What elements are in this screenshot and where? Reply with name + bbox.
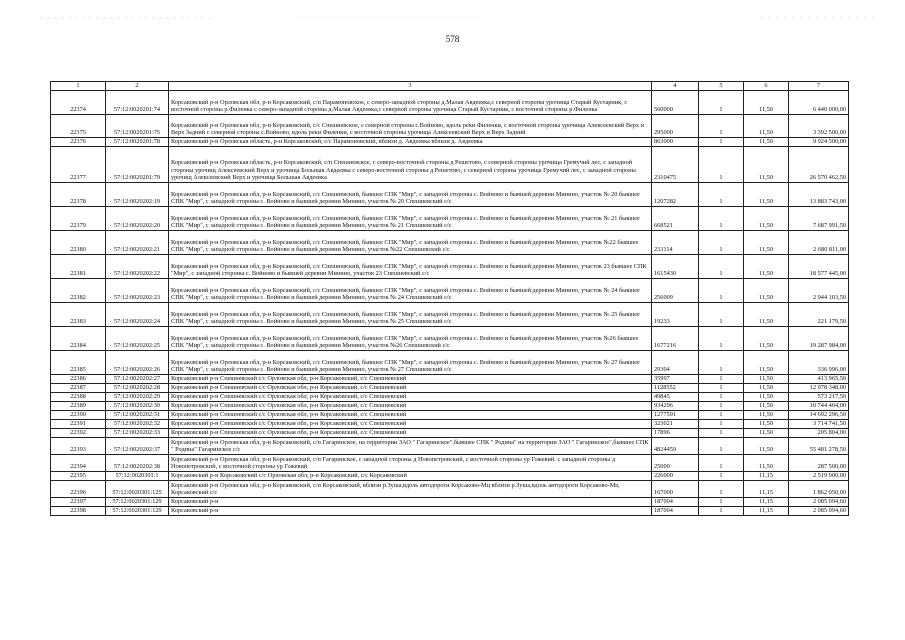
cadastral-value: 2 085 094,60 [789, 507, 849, 516]
plot-area: 1677216 [652, 327, 699, 351]
cadastral-number: 57:12:0020202:26 [106, 351, 169, 375]
row-number: 22394 [51, 455, 106, 472]
row-number: 22393 [51, 438, 106, 455]
plot-count: 1 [699, 420, 744, 429]
plot-count: 1 [699, 183, 744, 207]
plot-area: 49845 [652, 393, 699, 402]
table-row [51, 207, 849, 231]
cadastral-value: 1 862 050,00 [789, 481, 849, 498]
cadastral-value: 336 996,00 [789, 351, 849, 375]
table-row [51, 393, 849, 402]
row-number: 22398 [51, 507, 106, 516]
unit-rate: 11,50 [744, 255, 789, 279]
cadastral-number: 57:12:0020202:22 [106, 255, 169, 279]
row-number: 22377 [51, 147, 106, 183]
table-row [51, 498, 849, 507]
cadastral-value: 287 500,00 [789, 455, 849, 472]
column-header: 6 [744, 82, 789, 91]
cadastral-number: 57:12:0020202:19 [106, 183, 169, 207]
table-row [51, 481, 849, 498]
table-row [51, 183, 849, 207]
table-row [51, 255, 849, 279]
plot-area: 323021 [652, 420, 699, 429]
table-row [51, 384, 849, 393]
plot-location: Корсаковский р-н [169, 507, 652, 516]
row-number: 22392 [51, 429, 106, 438]
plot-location: Корсаковский р-н Орловская обл, р-н Корсаковский, с/с Спешневский, бывшее СПК "Мир", с западной стороны с. Войново и бывшей деревни Минино, участок № 24 бывшее СПК "Мир", с западной стороны с. Войново и бывшей деревни Минино, участок № 24 Спешневский с/с [169, 279, 652, 303]
unit-rate: 11,50 [744, 91, 789, 115]
cadastral-number: 57:12:0020202:33 [106, 429, 169, 438]
unit-rate: 11,50 [744, 207, 789, 231]
plot-area: 256009 [652, 279, 699, 303]
row-number: 22395 [51, 472, 106, 481]
plot-location: Корсаковский р-н [169, 498, 652, 507]
cadastral-value: 55 481 278,50 [789, 438, 849, 455]
plot-count: 1 [699, 279, 744, 303]
row-number: 22378 [51, 183, 106, 207]
table-row [51, 231, 849, 255]
plot-location: Корсаковский р-н Орловская обл, р-н Корсаковский, с/с Спешневский, бывшее СПК "Мир", с западной стороны с. Войново и бывшей деревни Минино, участок 23 бывшее СПК "Мир", с западной стороны с. Войново и бывшей деревни Минино, участок 23 Спешневский с/с [169, 255, 652, 279]
row-number: 22390 [51, 411, 106, 420]
unit-rate: 11,15 [744, 472, 789, 481]
table-row [51, 429, 849, 438]
plot-location: Корсаковский р-н Орловская обл, р-н Корсаковский, с/п Парамоновское, с северо-западной стороны д.Малая Авдеевка,с северной стороны урочища Старый Кустарник, с восточной стороны р.Филенка с северо-западной стороны д.Малая Авдеевка,с северной стороны урочища Старый Кустарник, с восточной стороны р.Филенка [169, 91, 652, 115]
plot-location: Корсаковский р-н Корсаковский с/с Орловская обл, р-н Корсаковский, с/с Корсаковский [169, 472, 652, 481]
plot-area: 187004 [652, 498, 699, 507]
plot-count: 1 [699, 507, 744, 516]
plot-count: 1 [699, 138, 744, 147]
table-row [51, 438, 849, 455]
column-header: 3 [169, 82, 652, 91]
row-number: 22396 [51, 481, 106, 498]
cadastral-value: 573 217,50 [789, 393, 849, 402]
unit-rate: 11,50 [744, 393, 789, 402]
column-header: 2 [106, 82, 169, 91]
unit-rate: 11,50 [744, 138, 789, 147]
cadastral-number: 57:12:0020202:25 [106, 327, 169, 351]
row-number: 22385 [51, 351, 106, 375]
table-row [51, 327, 849, 351]
cadastral-value: 14 692 296,50 [789, 411, 849, 420]
table-row [51, 472, 849, 481]
cadastral-number: 57:12:0020202:32 [106, 420, 169, 429]
plot-area: 233114 [652, 231, 699, 255]
cadastral-number: 57:12:0020201:74 [106, 91, 169, 115]
row-number: 22382 [51, 279, 106, 303]
cadastral-number: 57:12:0020301:129 [106, 507, 169, 516]
table-row [51, 279, 849, 303]
unit-rate: 11,50 [744, 402, 789, 411]
column-header: 4 [652, 82, 699, 91]
cadastral-number: 57:12:0020202:31 [106, 411, 169, 420]
row-number: 22380 [51, 231, 106, 255]
land-registry-table [50, 81, 849, 516]
plot-location: Корсаковский р-н Спешневский с/с Орловская обл, р-н Корсаковский, с/с Спешневский [169, 375, 652, 384]
cadastral-value: 7 687 991,50 [789, 207, 849, 231]
row-number: 22389 [51, 402, 106, 411]
plot-count: 1 [699, 351, 744, 375]
plot-location: Корсаковский р-н Орловская обл, р-н Корсаковский, с/с Спешневский, бывшее СПК "Мир", с западной стороны с. Войново и бывшей деревни Минино, участок № 21 бывшее СПК "Мир", с западной стороны с. Войново и бывшей деревни Минино, участок № 21 Спешневский с/с [169, 207, 652, 231]
plot-area: 4824459 [652, 438, 699, 455]
cadastral-value: 2 085 094,60 [789, 498, 849, 507]
plot-location: Корсаковский р-н Орловская область, р-н Корсаковский, с/п Спешневское, с северо-восточной стороны д Решетово, с северной стороны урочища Гремучий лес, с западной стороны урочищ Алексеевский Верх и урочища Большая Авдеевка с северо-восточной стороны д Решетово, с северной стороны урочища Гремучий лес, с западной стороны урочищ Алексеевский Верх и урочища Большая Авдеевка [169, 147, 652, 183]
cadastral-number: 57:12:0020202:27 [106, 375, 169, 384]
plot-location: Корсаковский р-н Орловская обл, р-н Корсаковский, с/с Спешневское, с северной стороны с.Войново, вдоль реки Филенки, с восточной стороны урочища Алексеевский Верх и Верх Задний с северной стороны с.Войново, вдоль реки Филенки, с восточной стороны урочища Алексеевский Верх и Верх Задний [169, 115, 652, 138]
plot-count: 1 [699, 207, 744, 231]
cadastral-number: 57:12:0020202:21 [106, 231, 169, 255]
cadastral-value: 2 519 900,00 [789, 472, 849, 481]
plot-count: 1 [699, 115, 744, 138]
cadastral-value: 6 440 000,00 [789, 91, 849, 115]
cadastral-number: 57:12:0020202:20 [106, 207, 169, 231]
cadastral-number: 57:12:0020202:28 [106, 384, 169, 393]
plot-area: 1277591 [652, 411, 699, 420]
cadastral-value: 10 744 404,00 [789, 402, 849, 411]
plot-location: Корсаковский р-н Спешневский с/с Орловская обл, р-н Корсаковский, с/с Спешневский [169, 393, 652, 402]
plot-area: 167000 [652, 481, 699, 498]
cadastral-number: 57:12:0020202:37 [106, 438, 169, 455]
plot-count: 1 [699, 147, 744, 183]
cadastral-value: 3 392 500,00 [789, 115, 849, 138]
unit-rate: 11,15 [744, 498, 789, 507]
plot-count: 1 [699, 327, 744, 351]
unit-rate: 11,15 [744, 481, 789, 498]
cadastral-number: 57:12:0020202:24 [106, 303, 169, 327]
column-header-row [51, 82, 849, 91]
plot-location: Корсаковский р-н Орловская обл, р-н Корсаковский, с/с Спешневский, бывшее СПК "Мир", с западной стороны с. Войново и бывшей деревни Минино, участок № 20 бывшее СПК "Мир", с западной стороны с. Войново и бывшей деревни Минино, участок № 20 Спешневский с/с [169, 183, 652, 207]
plot-area: 29304 [652, 351, 699, 375]
plot-count: 1 [699, 255, 744, 279]
row-number: 22391 [51, 420, 106, 429]
unit-rate: 11,50 [744, 351, 789, 375]
unit-rate: 11,50 [744, 183, 789, 207]
cadastral-value: 13 883 743,00 [789, 183, 849, 207]
plot-location: Корсаковский р-н Спешневский с/с Орловская обл, р-н Корсаковский, с/с Спешневский [169, 420, 652, 429]
plot-location: Корсаковский р-н Орловская обл, р-н Корсаковский, с/с Спешневский, бывшее СПК "Мир", с западной стороны с. Войново и бывшей деревни Минино, участок №26 бывшее СПК "Мир", с западной стороны с. Войново и бывшей деревни Минино, участок №26 Спешневский с/с [169, 327, 652, 351]
plot-location: Корсаковский р-н Спешневский с/с Орловская обл, р-н Корсаковский, с/с Спешневский [169, 429, 652, 438]
unit-rate: 11,50 [744, 429, 789, 438]
plot-area: 35997 [652, 375, 699, 384]
column-header: 7 [789, 82, 849, 91]
plot-count: 1 [699, 384, 744, 393]
unit-rate: 11,50 [744, 279, 789, 303]
plot-count: 1 [699, 411, 744, 420]
cadastral-value: 12 978 348,00 [789, 384, 849, 393]
cadastral-number: 57:12:0020202:23 [106, 279, 169, 303]
plot-count: 1 [699, 472, 744, 481]
plot-count: 1 [699, 481, 744, 498]
unit-rate: 11,50 [744, 115, 789, 138]
cadastral-value: 9 924 500,00 [789, 138, 849, 147]
page-number: 578 [445, 34, 460, 44]
unit-rate: 11,50 [744, 384, 789, 393]
plot-count: 1 [699, 375, 744, 384]
plot-count: 1 [699, 429, 744, 438]
plot-count: 1 [699, 303, 744, 327]
row-number: 22386 [51, 375, 106, 384]
plot-area: 187004 [652, 507, 699, 516]
plot-area: 1128552 [652, 384, 699, 393]
row-number: 22374 [51, 91, 106, 115]
plot-count: 1 [699, 393, 744, 402]
cadastral-value: 205 804,00 [789, 429, 849, 438]
column-header: 1 [51, 82, 106, 91]
table-row [51, 115, 849, 138]
plot-area: 560000 [652, 91, 699, 115]
table-row [51, 351, 849, 375]
row-number: 22375 [51, 115, 106, 138]
plot-area: 668521 [652, 207, 699, 231]
column-header: 5 [699, 82, 744, 91]
cadastral-value: 3 714 741,50 [789, 420, 849, 429]
cadastral-value: 18 577 445,00 [789, 255, 849, 279]
plot-area: 863000 [652, 138, 699, 147]
unit-rate: 11,50 [744, 147, 789, 183]
table-row [51, 420, 849, 429]
table-row [51, 455, 849, 472]
table-row [51, 91, 849, 115]
unit-rate: 11,50 [744, 303, 789, 327]
row-number: 22397 [51, 498, 106, 507]
row-number: 22383 [51, 303, 106, 327]
plot-area: 1615430 [652, 255, 699, 279]
unit-rate: 11,50 [744, 231, 789, 255]
plot-area: 17896 [652, 429, 699, 438]
plot-count: 1 [699, 91, 744, 115]
plot-count: 1 [699, 455, 744, 472]
cadastral-value: 26 570 462,50 [789, 147, 849, 183]
cadastral-number: 57:12:0020301:129 [106, 498, 169, 507]
plot-area: 226000 [652, 472, 699, 481]
plot-location: Корсаковский р-н Орловская обл, р-н Корсаковский, с/с Спешневский, бывшее СПК "Мир", с западной стороны с. Войново и бывшей деревни Минино, участок № 27 бывшее СПК "Мир", с западной стороны с. Войново и бывшей деревни Минино, участок № 27 Спешневский с/с [169, 351, 652, 375]
plot-area: 19233 [652, 303, 699, 327]
cadastral-value: 413 965,50 [789, 375, 849, 384]
unit-rate: 11,50 [744, 375, 789, 384]
row-number: 22376 [51, 138, 106, 147]
table-row [51, 402, 849, 411]
plot-location: Корсаковский р-н Орловская обл, р-н Корсаковский, с/с Спешневский, бывшее СПК "Мир", с западной стороны с. Войново и бывшей деревни Минино, участок №22 бывшее СПК "Мир", с западной стороны с. Войново и бывшей деревни Минино, участок №22 Спешневский с/с [169, 231, 652, 255]
table-row [51, 375, 849, 384]
plot-location: Корсаковский р-н Орловская область, р-н Корсаковский, с/с Парамоновский, вблизи д. Авдеевка вблизи д. Авдеевка [169, 138, 652, 147]
cadastral-number: 57:12:0020202:38 [106, 455, 169, 472]
unit-rate: 11,50 [744, 420, 789, 429]
plot-location: Корсаковский р-н Спешневский с/с Орловская обл, р-н Корсаковский, с/с Спешневский [169, 411, 652, 420]
table-row [51, 507, 849, 516]
row-number: 22381 [51, 255, 106, 279]
plot-location: Корсаковский р-н Орловская обл, р-н Корсаковский, с/п Гагаринское, с западной стороны д Новопетровский, с восточной стороны ур Гожевий. с западной стороны д Новопетровский, с восточной стороны ур Гожевий [169, 455, 652, 472]
cadastral-number: 57:12:0020201:75 [106, 115, 169, 138]
row-number: 22379 [51, 207, 106, 231]
unit-rate: 11,50 [744, 411, 789, 420]
cadastral-value: 2 680 811,00 [789, 231, 849, 255]
plot-area: 1207282 [652, 183, 699, 207]
cadastral-number: 57:12:0020301:125 [106, 481, 169, 498]
table-row [51, 147, 849, 183]
plot-count: 1 [699, 498, 744, 507]
table-row [51, 411, 849, 420]
plot-count: 1 [699, 438, 744, 455]
plot-count: 1 [699, 231, 744, 255]
unit-rate: 11,50 [744, 438, 789, 455]
cadastral-number: 57:12:0020301:1 [106, 472, 169, 481]
plot-location: Корсаковский р-н Спешневский с/с Орловская обл, р-н Корсаковский, с/с Спешневский [169, 402, 652, 411]
unit-rate: 11,50 [744, 327, 789, 351]
cadastral-value: 221 179,50 [789, 303, 849, 327]
plot-area: 934296 [652, 402, 699, 411]
plot-count: 1 [699, 402, 744, 411]
cadastral-number: 57:12:0020202:29 [106, 393, 169, 402]
cadastral-value: 2 944 103,50 [789, 279, 849, 303]
plot-location: Корсаковский р-н Орловская обл, р-н Корсаковский, с/с Спешневский, бывшее СПК "Мир", с западной стороны с. Войново и бывшей деревни Минино, участок № 25 бывшее СПК "Мир", с западной стороны с. Войново и бывшей деревни Минино, участок № 25 Спешневский с/с [169, 303, 652, 327]
row-number: 22387 [51, 384, 106, 393]
row-number: 22388 [51, 393, 106, 402]
row-number: 22384 [51, 327, 106, 351]
cadastral-number: 57:12:0020202:30 [106, 402, 169, 411]
plot-area: 25000 [652, 455, 699, 472]
plot-location: Корсаковский р-н Орловская обл, р-н Корсаковский, с/п Корсаковский, вблизи р.Зуша,вдоль автодороги Корсаково-Мц вблизи р.Зуша,вдоль автодороги Корсаково-Мц Корсаковский с/с [169, 481, 652, 498]
plot-location: Корсаковский р-н Спешневский с/с Орловская обл, р-н Корсаковский, с/с Спешневский [169, 384, 652, 393]
scan-noise-marks [0, 16, 905, 20]
unit-rate: 11,15 [744, 507, 789, 516]
table-row [51, 138, 849, 147]
unit-rate: 11,50 [744, 455, 789, 472]
plot-area: 295000 [652, 115, 699, 138]
plot-area: 2310475 [652, 147, 699, 183]
cadastral-value: 19 287 984,00 [789, 327, 849, 351]
cadastral-number: 57:12:0020201:78 [106, 138, 169, 147]
plot-location: Корсаковский р-н Орловская обл, р-н Корсаковский, с/п Гагаринское, на территории ЗАО " Гагаринское",бывшее СПК " Родина" на территории ЗАО " Гагаринское",бывшее СПК " Родина" Гагаринское с/с [169, 438, 652, 455]
table-row [51, 303, 849, 327]
cadastral-number: 57:12:0020201:79 [106, 147, 169, 183]
